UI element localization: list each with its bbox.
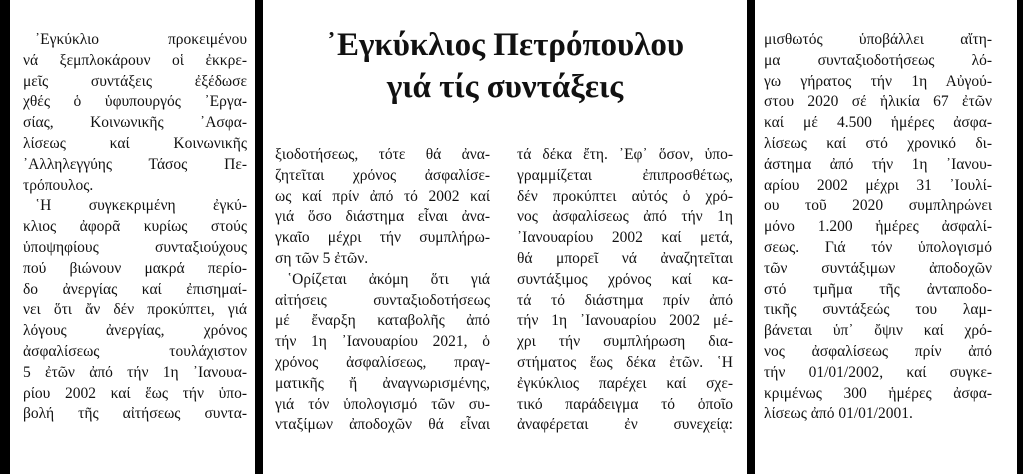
text-line: 5 ἐτῶν ἀπό τήν 1η ᾿Ιανουα- (23, 363, 247, 381)
text-line: λίσεως καί στό χρονικό δι- (764, 134, 992, 152)
text-line: ῾Η συγκεκριμένη ἐγκύ- (35, 197, 247, 215)
text-line: λίσεως καί Κοινωνικῆς (23, 134, 247, 152)
text-line: ξιοδοτήσεως, τότε θά ἀνα- (275, 146, 490, 163)
text-line: τά τό διάστημα πρίν ἀπό (517, 291, 733, 309)
text-line: χρόνος ἀσφαλίσεως, πραγ- (275, 353, 490, 371)
text-line: τήν 1η ᾿Ιανουαρίου 2002 μέ- (517, 312, 733, 330)
text-line: μέ ἔναρξη καταβολῆς ἀπό (275, 312, 490, 330)
text-line: ῾Ορίζεται ἀκόμη ὅτι γιά (287, 270, 490, 288)
text-line: νει ὅτι ἄν δέν προκύπτει, γιά (23, 301, 247, 319)
text-line: νά ξεμπλοκάρουν οἱ ἐκκρε- (23, 51, 247, 69)
text-column-2 (275, 145, 490, 436)
text-line: συντάξιμος χρόνος καί κα- (517, 270, 733, 288)
text-line: κλιος ἀφορᾶ κυρίως στούς (23, 218, 247, 236)
article-headline (262, 24, 748, 108)
text-line: νταξίμων ἀποδοχῶν θά εἶναι (275, 416, 490, 434)
text-line: ση τῶν 5 ἐτῶν. (275, 249, 369, 267)
text-line: τήν 1η ᾿Ιανουαρίου 2021, ὁ (275, 333, 490, 351)
text-line: τρόπουλος. (23, 176, 94, 194)
text-line: τικῆς συντάξεώς του λαμ- (764, 301, 992, 319)
text-line: τά δέκα ἔτη. ᾿Εφ᾿ ὅσον, ὑπο- (517, 146, 733, 163)
text-column-3 (517, 145, 733, 436)
text-line: κριμένως 300 ἡμέρες ἀσφα- (764, 384, 992, 402)
text-line: αρίου 2002 μέχρι 31 ᾿Ιουλί- (764, 176, 992, 194)
text-line: νος ἀσφαλίσεως ἀπό τήν 1η (517, 208, 733, 226)
text-column-4 (764, 30, 992, 425)
text-line: βολή τῆς αἰτήσεως συντα- (23, 405, 247, 423)
text-line: ως καί πρίν ἀπό τό 2002 καί (275, 187, 490, 205)
text-line: βάνεται ὑπ᾿ ὄψιν καί χρό- (764, 322, 992, 340)
text-line: λίσεως ἀπό 01/01/2001. (764, 405, 913, 423)
text-line: θά μπορεῖ νά ἀναζητεῖται (517, 249, 733, 267)
text-line: γιά ὅσο διάστημα εἶναι ἀνα- (275, 208, 490, 226)
headline-line: γιά τίς συντάξεις (386, 69, 624, 105)
text-line: ματικῆς ἤ ἀναγνωρισμένης, (275, 374, 490, 392)
text-line: γκαῖο μέχρι τήν συμπλήρω- (275, 229, 490, 247)
text-line: γιά τόν ὑπολογισμό τῶν συ- (275, 395, 490, 413)
text-line: πού βιώνουν μακρά περίο- (23, 259, 247, 277)
text-line: ζητεῖται χρόνος ἀσφαλίσε- (275, 166, 490, 184)
text-line: δο ἀνεργίας καί ἐπισημαί- (23, 280, 247, 298)
text-line: γω γήρατος τήν 1η Αὐγού- (764, 72, 992, 90)
text-line: αἰτήσεις συνταξιοδοτήσεως (275, 291, 490, 309)
text-line: καί μέ 4.500 ἡμέρες ἀσφα- (764, 114, 992, 132)
text-line: σεως. Γιά τόν ὑπολογισμό (764, 238, 992, 256)
text-line: μεῖς συντάξεις ἐξέδωσε (23, 72, 247, 90)
text-line: ᾿Εγκύκλιο προκειμένου (35, 31, 247, 48)
text-line: στήματος ἕως δέκα ἐτῶν. ῾Η (517, 353, 733, 371)
text-line: ᾿Ιανουαρίου 2002 καί μετά, (517, 229, 733, 247)
text-line: ου τοῦ 2020 συμπληρώνει (764, 197, 992, 215)
text-line: μα συνταξιοδοτήσεως λό- (764, 51, 992, 69)
text-line: ἀναφέρεται ἐν συνεχείᾳ: (517, 416, 733, 434)
text-line: χθές ὁ ὑφυπουργός ᾿Εργα- (23, 93, 247, 111)
text-line: μόνο 1.200 ἡμέρες ἀσφαλί- (764, 218, 992, 236)
text-line: τικό παράδειγμα τό ὁποῖο (517, 395, 733, 413)
text-line: τήν 01/01/2002, καί συγκε- (764, 363, 992, 381)
text-line: ἐγκύκλιος παρέχει καί σχε- (517, 374, 733, 392)
text-line: μισθωτός ὑποβάλλει αἴτη- (764, 31, 992, 48)
text-line: δέν προκύπτει αὐτός ὁ χρό- (517, 187, 733, 205)
text-line: στου 2020 σέ ἡλικία 67 ἐτῶν (764, 93, 992, 111)
text-column-1 (23, 30, 247, 425)
text-line: γραμμίζεται ἐπιπροσθέτως, (517, 166, 733, 184)
text-line: ἀσφαλίσεως τουλάχιστον (23, 342, 247, 360)
headline-line: ᾿Εγκύκλιος Πετρόπουλου (325, 27, 684, 63)
text-line: τῶν συντάξιμων ἀποδοχῶν (764, 259, 992, 277)
text-line: σίας, Κοινωνικῆς ᾿Ασφα- (23, 114, 247, 132)
text-line: ρίου 2002 καί ἕως τήν ὑπο- (23, 384, 247, 402)
text-line: άστημα ἀπό τήν 1η ᾿Ιανου- (764, 155, 992, 173)
text-line: λόγους ἀνεργίας, χρόνος (23, 322, 247, 340)
text-line: νος ἀσφαλίσεως πρίν ἀπό (764, 342, 992, 360)
text-line: ὑποψηφίους συνταξιούχους (23, 238, 247, 256)
text-line: ᾿Αλληλεγγύης Τάσος Πε- (23, 155, 247, 173)
text-line: στό τμῆμα τῆς ἀνταποδο- (764, 280, 992, 298)
text-line: χρι τήν συμπλήρωση δια- (517, 333, 733, 351)
